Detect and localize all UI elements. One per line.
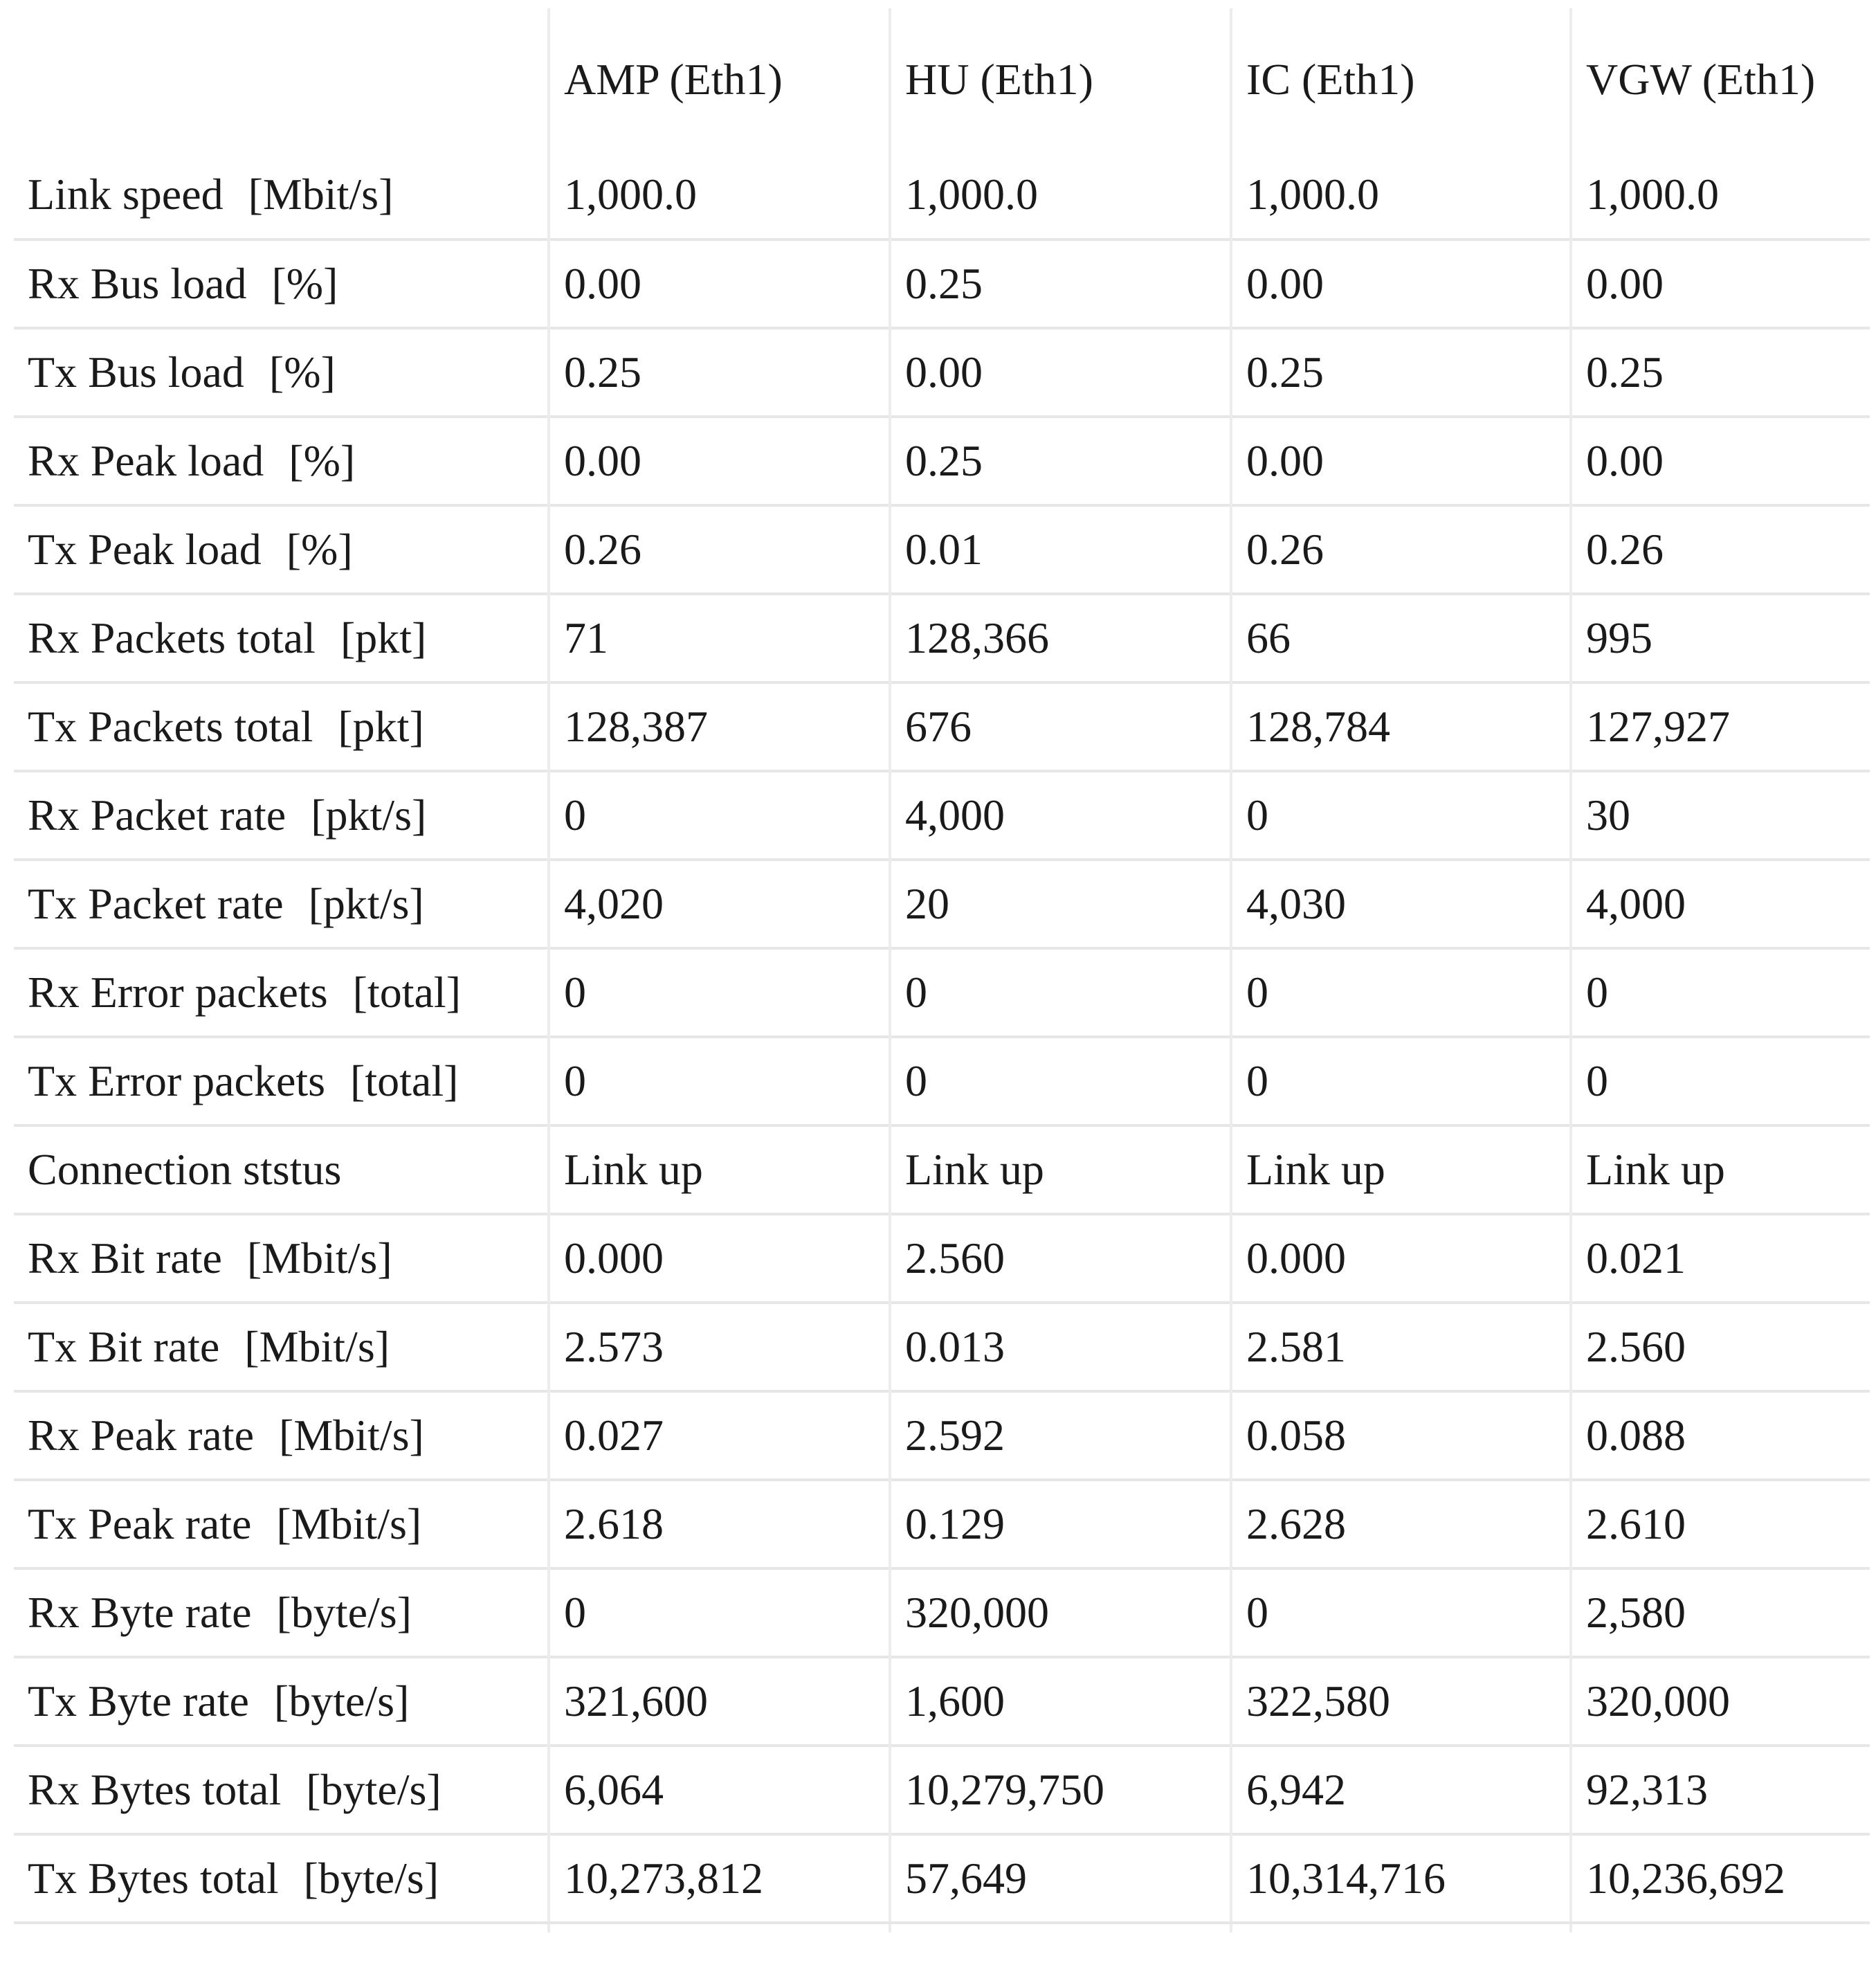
value-cell-vgw: 1,000.0 <box>1571 151 1870 239</box>
metric-unit: [Mbit/s] <box>279 1411 424 1460</box>
value-cell-hu: 0.25 <box>890 417 1231 505</box>
value-cell-ic: 0 <box>1231 771 1571 860</box>
value-cell-hu: 0 <box>890 948 1231 1037</box>
table-row <box>14 594 1870 682</box>
metric-unit: [%] <box>268 347 336 397</box>
value-cell-ic: 1,000.0 <box>1231 151 1571 239</box>
value-cell-vgw: Link up <box>1571 1125 1870 1214</box>
row-label-cell <box>14 948 549 1037</box>
value-cell-ic: 0.25 <box>1231 328 1571 417</box>
value-cell-vgw: 30 <box>1571 771 1870 860</box>
metric-label: Rx Error packets <box>28 968 328 1017</box>
value-cell-amp: 2.618 <box>549 1480 890 1568</box>
table-row <box>14 1834 1870 1923</box>
metric-unit: [pkt] <box>338 702 424 751</box>
value-cell-ic: 0 <box>1231 1037 1571 1125</box>
metric-unit: [Mbit/s] <box>276 1499 422 1548</box>
value-cell-hu: 57,649 <box>890 1834 1231 1923</box>
table-row <box>14 1480 1870 1568</box>
value-cell-vgw: 4,000 <box>1571 860 1870 948</box>
value-cell-vgw: 0.26 <box>1571 505 1870 594</box>
value-cell-ic: 128,784 <box>1231 682 1571 771</box>
metric-unit: [byte/s] <box>276 1588 412 1637</box>
value-cell-hu: 20 <box>890 860 1231 948</box>
metric-label: Tx Peak load <box>28 525 262 574</box>
value-cell-amp: 0.000 <box>549 1214 890 1303</box>
metric-unit: [%] <box>271 259 338 308</box>
metric-unit: [byte/s] <box>306 1765 441 1814</box>
value-cell-amp: 2.573 <box>549 1303 890 1391</box>
value-cell-hu: 0.25 <box>890 239 1231 328</box>
table-row <box>14 860 1870 948</box>
table-row <box>14 1657 1870 1746</box>
metric-label: Connection ststus <box>28 1145 342 1194</box>
value-cell-amp: 0 <box>549 1037 890 1125</box>
value-cell-amp: 128,387 <box>549 682 890 771</box>
value-cell-amp: 0.00 <box>549 239 890 328</box>
metric-label: Tx Bus load <box>28 347 244 397</box>
value-cell-ic: 0 <box>1231 948 1571 1037</box>
table-row <box>14 682 1870 771</box>
value-cell-ic: 0.00 <box>1231 239 1571 328</box>
value-cell-amp: 0.26 <box>549 505 890 594</box>
row-label-cell <box>14 1125 549 1214</box>
value-cell-ic: 0.058 <box>1231 1391 1571 1480</box>
value-cell-ic: 0 <box>1231 1568 1571 1657</box>
value-cell-amp: 0 <box>549 948 890 1037</box>
metric-unit: [pkt/s] <box>311 790 427 840</box>
metric-label: Tx Bytes total <box>28 1854 279 1903</box>
value-cell-vgw: 92,313 <box>1571 1746 1870 1834</box>
value-cell-ic: Link up <box>1231 1125 1571 1214</box>
table-row <box>14 1214 1870 1303</box>
value-cell-hu: 4,000 <box>890 771 1231 860</box>
row-label-cell <box>14 1834 549 1923</box>
value-cell-vgw: 0.021 <box>1571 1214 1870 1303</box>
value-cell-amp: 10,273,812 <box>549 1834 890 1923</box>
metric-label: Rx Peak rate <box>28 1411 254 1460</box>
table-row <box>14 1303 1870 1391</box>
row-label-cell <box>14 860 549 948</box>
table-body <box>14 151 1870 1923</box>
table-row <box>14 417 1870 505</box>
table-row <box>14 948 1870 1037</box>
metric-unit: [Mbit/s] <box>244 1322 390 1371</box>
value-cell-vgw: 320,000 <box>1571 1657 1870 1746</box>
value-cell-amp: 1,000.0 <box>549 151 890 239</box>
table-row <box>14 151 1870 239</box>
value-cell-amp: 0 <box>549 771 890 860</box>
row-label-cell <box>14 1214 549 1303</box>
value-cell-ic: 0.000 <box>1231 1214 1571 1303</box>
table-header-row <box>14 8 1870 151</box>
value-cell-vgw: 2,580 <box>1571 1568 1870 1657</box>
metric-unit: [total] <box>352 968 461 1017</box>
statistics-sheet <box>14 8 1870 1932</box>
value-cell-vgw: 0 <box>1571 948 1870 1037</box>
metric-label: Tx Bit rate <box>28 1322 220 1371</box>
metric-unit: [pkt] <box>340 613 427 662</box>
metric-unit: [%] <box>289 436 356 485</box>
value-cell-ic: 0.26 <box>1231 505 1571 594</box>
row-label-cell <box>14 682 549 771</box>
value-cell-vgw: 0.00 <box>1571 417 1870 505</box>
value-cell-ic: 322,580 <box>1231 1657 1571 1746</box>
row-label-cell <box>14 505 549 594</box>
value-cell-amp: 321,600 <box>549 1657 890 1746</box>
value-cell-vgw: 10,236,692 <box>1571 1834 1870 1923</box>
value-cell-vgw: 0 <box>1571 1037 1870 1125</box>
metric-label: Tx Error packets <box>28 1056 326 1105</box>
value-cell-hu: 1,000.0 <box>890 151 1231 239</box>
metric-unit: [Mbit/s] <box>246 1233 392 1283</box>
metric-unit: [%] <box>286 525 353 574</box>
value-cell-hu: 0.01 <box>890 505 1231 594</box>
value-cell-hu: 0.00 <box>890 328 1231 417</box>
metric-label: Tx Packets total <box>28 702 313 751</box>
row-label-cell <box>14 1480 549 1568</box>
table-row <box>14 505 1870 594</box>
table-row <box>14 1568 1870 1657</box>
column-header-vgw: VGW (Eth1) <box>1571 8 1870 151</box>
row-label-cell <box>14 239 549 328</box>
value-cell-ic: 6,942 <box>1231 1746 1571 1834</box>
value-cell-hu: 2.592 <box>890 1391 1231 1480</box>
metric-label: Tx Byte rate <box>28 1676 249 1726</box>
row-label-cell <box>14 1037 549 1125</box>
value-cell-amp: 0.25 <box>549 328 890 417</box>
metric-label: Rx Bit rate <box>28 1233 222 1283</box>
column-header-ic: IC (Eth1) <box>1231 8 1571 151</box>
value-cell-hu: 320,000 <box>890 1568 1231 1657</box>
metric-label: Tx Peak rate <box>28 1499 252 1548</box>
value-cell-hu: 0.013 <box>890 1303 1231 1391</box>
metric-label: Rx Byte rate <box>28 1588 252 1637</box>
value-cell-hu: 10,279,750 <box>890 1746 1231 1834</box>
row-label-cell <box>14 594 549 682</box>
ethernet-statistics-table <box>14 8 1870 1932</box>
row-label-cell <box>14 1746 549 1834</box>
row-label-cell <box>14 328 549 417</box>
row-label-cell <box>14 1391 549 1480</box>
value-cell-vgw: 2.560 <box>1571 1303 1870 1391</box>
value-cell-hu: 676 <box>890 682 1231 771</box>
table-row <box>14 771 1870 860</box>
value-cell-vgw: 0.00 <box>1571 239 1870 328</box>
value-cell-ic: 4,030 <box>1231 860 1571 948</box>
value-cell-vgw: 127,927 <box>1571 682 1870 771</box>
metric-unit: [byte/s] <box>303 1854 439 1903</box>
value-cell-amp: 6,064 <box>549 1746 890 1834</box>
table-row <box>14 328 1870 417</box>
value-cell-ic: 2.581 <box>1231 1303 1571 1391</box>
row-label-cell <box>14 151 549 239</box>
metric-label: Rx Packet rate <box>28 790 286 840</box>
value-cell-hu: 2.560 <box>890 1214 1231 1303</box>
table-row <box>14 239 1870 328</box>
row-label-cell <box>14 1303 549 1391</box>
value-cell-ic: 0.00 <box>1231 417 1571 505</box>
metric-label: Rx Bus load <box>28 259 247 308</box>
value-cell-ic: 2.628 <box>1231 1480 1571 1568</box>
value-cell-hu: 0.129 <box>890 1480 1231 1568</box>
metric-unit: [byte/s] <box>273 1676 410 1726</box>
row-label-cell <box>14 1568 549 1657</box>
table-row <box>14 1125 1870 1214</box>
metric-label: Rx Packets total <box>28 613 316 662</box>
metric-label: Rx Peak load <box>28 436 264 485</box>
metric-label: Link speed <box>28 170 224 219</box>
header-corner-cell <box>14 8 549 151</box>
value-cell-vgw: 995 <box>1571 594 1870 682</box>
row-label-cell <box>14 417 549 505</box>
value-cell-hu: 1,600 <box>890 1657 1231 1746</box>
value-cell-ic: 10,314,716 <box>1231 1834 1571 1923</box>
value-cell-amp: 0.00 <box>549 417 890 505</box>
table-row <box>14 1037 1870 1125</box>
value-cell-amp: Link up <box>549 1125 890 1214</box>
metric-unit: [Mbit/s] <box>248 170 394 219</box>
value-cell-vgw: 0.25 <box>1571 328 1870 417</box>
metric-label: Tx Packet rate <box>28 879 284 928</box>
value-cell-amp: 71 <box>549 594 890 682</box>
table-footer-spacer <box>14 1923 1870 1932</box>
metric-unit: [total] <box>350 1056 459 1105</box>
column-header-hu: HU (Eth1) <box>890 8 1231 151</box>
metric-label: Rx Bytes total <box>28 1765 282 1814</box>
table-row <box>14 1746 1870 1834</box>
value-cell-amp: 0.027 <box>549 1391 890 1480</box>
value-cell-amp: 4,020 <box>549 860 890 948</box>
value-cell-hu: 0 <box>890 1037 1231 1125</box>
row-label-cell <box>14 771 549 860</box>
value-cell-hu: 128,366 <box>890 594 1231 682</box>
table-row <box>14 1391 1870 1480</box>
column-header-amp: AMP (Eth1) <box>549 8 890 151</box>
metric-unit: [pkt/s] <box>308 879 424 928</box>
value-cell-vgw: 2.610 <box>1571 1480 1870 1568</box>
value-cell-hu: Link up <box>890 1125 1231 1214</box>
row-label-cell <box>14 1657 549 1746</box>
value-cell-ic: 66 <box>1231 594 1571 682</box>
value-cell-vgw: 0.088 <box>1571 1391 1870 1480</box>
value-cell-amp: 0 <box>549 1568 890 1657</box>
